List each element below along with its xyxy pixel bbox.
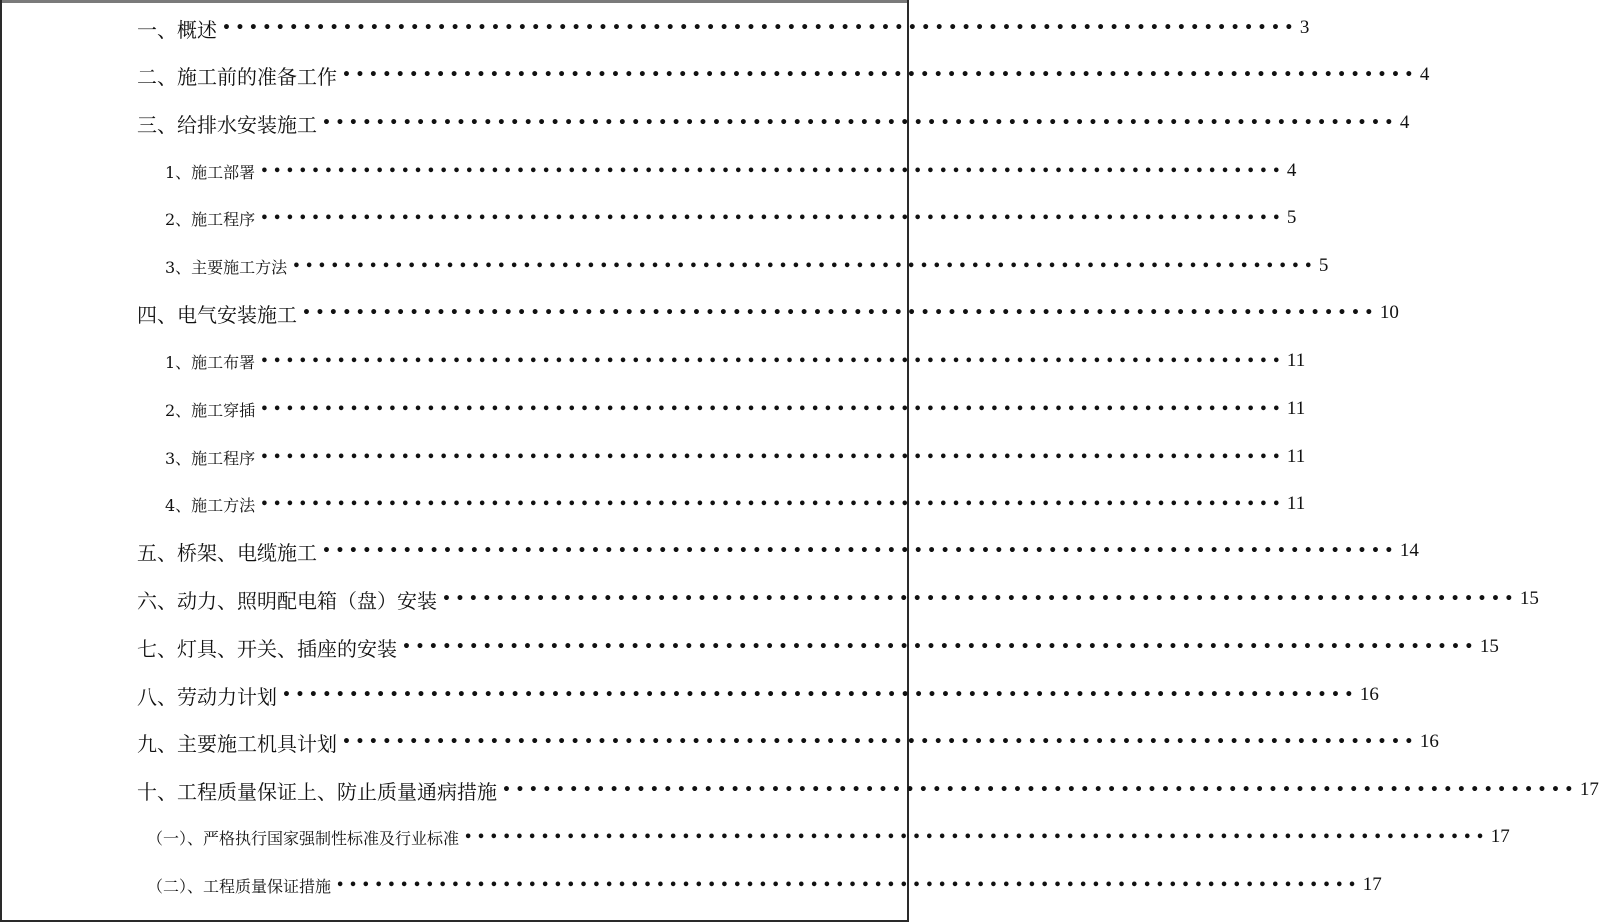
toc-entry-title: 4、施工方法 (165, 495, 256, 515)
toc-entry-page-number: 10 (1379, 302, 1399, 323)
toc-entry[interactable] (137, 774, 1599, 806)
toc-entry-title: 十、工程质量保证上、防止质量通病措施 (137, 779, 497, 804)
toc-entry-title: 2、施工穿插 (165, 400, 256, 420)
dot-leader: •••••••••••••••••••••••••••••••••••••••••••••••••••••••••••••••••••••••••••••••• (260, 449, 1285, 465)
dot-leader: •••••••••••••••••••••••••••••••••••••••••••••••••••••••••••••••••••••••••••••••• (260, 163, 1285, 179)
dot-leader: •••••••••••••••••••••••••••••••••••••••••••••••••••••••••••••••••••••••••••••••• (342, 734, 1418, 750)
toc-entry[interactable] (165, 441, 1306, 473)
toc-entry-page-number: 17 (1579, 779, 1599, 800)
dot-leader: •••••••••••••••••••••••••••••••••••••••••••••••••••••••••••••••••••••••••••••••• (260, 401, 1285, 417)
toc-entry-title: 七、灯具、开关、插座的安装 (137, 636, 397, 661)
toc-entry[interactable] (165, 202, 1297, 234)
toc-entry-title: 九、主要施工机具计划 (137, 731, 337, 756)
toc-entry[interactable] (165, 250, 1329, 282)
toc-entry-title: 四、电气安装施工 (137, 302, 297, 327)
toc-entry-title: 二、施工前的准备工作 (137, 64, 337, 89)
toc-entry-page-number: 3 (1299, 17, 1310, 38)
toc-entry[interactable] (165, 155, 1297, 187)
toc-entry-page-number: 4 (1399, 112, 1410, 133)
dot-leader: •••••••••••••••••••••••••••••••••••••••••••••••••••••••••••••••••••••••••••••••• (260, 496, 1285, 512)
toc-entry-page-number: 16 (1419, 731, 1439, 752)
toc-entry-title: 一、概述 (137, 17, 217, 42)
toc-entry[interactable] (137, 12, 1310, 44)
toc-entry-page-number: 5 (1318, 255, 1329, 276)
toc-entry-page-number: 15 (1479, 636, 1499, 657)
toc-entry-title: 1、施工布署 (165, 352, 256, 372)
toc-entry-page-number: 14 (1399, 540, 1419, 561)
toc-entry-title: 六、动力、照明配电箱（盘）安装 (137, 588, 437, 613)
dot-leader: •••••••••••••••••••••••••••••••••••••••••••••••••••••••••••••••••••••••••••••••• (260, 353, 1285, 369)
dot-leader: •••••••••••••••••••••••••••••••••••••••••••••••••••••••••••••••••••••••••••••••• (342, 67, 1418, 83)
toc-entry[interactable] (137, 631, 1499, 663)
dot-leader: •••••••••••••••••••••••••••••••••••••••••••••••••••••••••••••••••••••••••••••••• (502, 782, 1578, 798)
dot-leader: •••••••••••••••••••••••••••••••••••••••••••••••••••••••••••••••••••••••••••••••• (442, 591, 1518, 607)
toc-entry-page-number: 11 (1286, 446, 1306, 467)
toc-entry[interactable] (137, 726, 1439, 758)
toc-entry-title: 1、施工部署 (165, 162, 256, 182)
toc-entry-title: 3、主要施工方法 (165, 257, 288, 277)
toc-entry-title: 五、桥架、电缆施工 (137, 540, 317, 565)
dot-leader: •••••••••••••••••••••••••••••••••••••••••••••••••••••••••••••••••••••••••••••••• (464, 829, 1489, 845)
toc-entry[interactable] (137, 59, 1430, 91)
toc-entry[interactable] (137, 679, 1379, 711)
toc-entry-page-number: 4 (1286, 160, 1297, 181)
toc-entry-page-number: 16 (1359, 684, 1379, 705)
toc-entry[interactable] (165, 488, 1306, 520)
toc-entry[interactable] (147, 821, 1510, 853)
toc-entry-page-number: 17 (1362, 874, 1382, 895)
dot-leader: •••••••••••••••••••••••••••••••••••••••••••••••••••••••••••••••••••••••••••••••• (402, 639, 1478, 655)
toc-entry[interactable] (147, 869, 1382, 901)
toc-entry-page-number: 4 (1419, 64, 1430, 85)
toc-entry-title: （一）、严格执行国家强制性标准及行业标准 (147, 828, 460, 848)
toc-entry-page-number: 11 (1286, 398, 1306, 419)
dot-leader: •••••••••••••••••••••••••••••••••••••••••••••••••••••••••••••••••••••••••••••••• (292, 258, 1317, 274)
toc-entry-page-number: 11 (1286, 350, 1306, 371)
dot-leader: •••••••••••••••••••••••••••••••••••••••••••••••••••••••••••••••••••••••••••••••• (302, 305, 1378, 321)
toc-entry-page-number: 15 (1519, 588, 1539, 609)
dot-leader: •••••••••••••••••••••••••••••••••••••••••••••••••••••••••••••••••••••••••••••••• (282, 687, 1358, 703)
toc-entry-title: 2、施工程序 (165, 209, 256, 229)
toc-entry-title: 3、施工程序 (165, 448, 256, 468)
toc-entry[interactable] (137, 583, 1539, 615)
toc-entry-page-number: 17 (1490, 826, 1510, 847)
toc-entry-title: 三、给排水安装施工 (137, 112, 317, 137)
toc-entry-page-number: 5 (1286, 207, 1297, 228)
dot-leader: •••••••••••••••••••••••••••••••••••••••••••••••••••••••••••••••••••••••••••••••• (222, 20, 1298, 36)
toc-entry[interactable] (165, 393, 1306, 425)
dot-leader: •••••••••••••••••••••••••••••••••••••••••••••••••••••••••••••••••••••••••••••••• (322, 543, 1398, 559)
toc-entry[interactable] (137, 107, 1410, 139)
dot-leader: •••••••••••••••••••••••••••••••••••••••••••••••••••••••••••••••••••••••••••••••• (322, 115, 1398, 131)
toc-entry-page-number: 11 (1286, 493, 1306, 514)
toc-entry-title: （二）、工程质量保证措施 (147, 876, 332, 896)
toc-entry[interactable] (137, 297, 1399, 329)
toc-entry-title: 八、劳动力计划 (137, 684, 277, 709)
dot-leader: •••••••••••••••••••••••••••••••••••••••••••••••••••••••••••••••••••••••••••••••• (336, 877, 1361, 893)
toc-entry[interactable] (165, 345, 1306, 377)
toc-entry[interactable] (137, 535, 1419, 567)
dot-leader: •••••••••••••••••••••••••••••••••••••••••••••••••••••••••••••••••••••••••••••••• (260, 210, 1285, 226)
